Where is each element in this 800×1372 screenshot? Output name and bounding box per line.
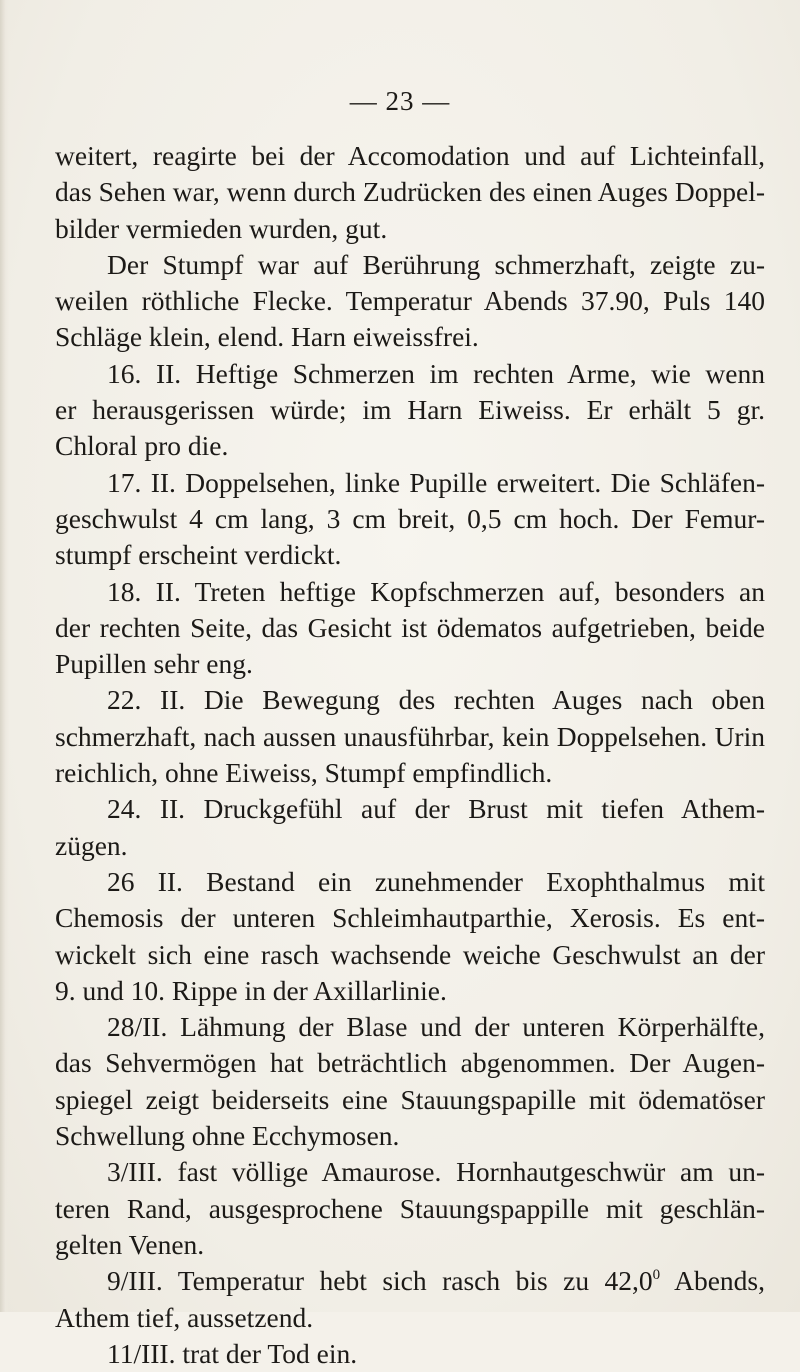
text-line: reichlich, ohne Eiweiss, Stumpf empfindlich. [55, 757, 553, 789]
text-line: das Sehvermögen hat beträchtlich abgenommen. Der Augen- [55, 1047, 765, 1079]
page-number: — 23 — [349, 86, 451, 116]
text-line: Chloral pro die. [55, 430, 229, 462]
text-line: 18. II. Treten heftige Kopfschmerzen auf, besonders an [107, 575, 765, 607]
text-line: schmerzhaft, nach aussen unausführbar, kein Doppelsehen. Urin [55, 720, 765, 752]
text-line: er herausgerissen würde; im Harn Eiweiss. Er erhält 5 gr. [55, 394, 765, 426]
text-line: 3/III. fast völlige Amaurose. Hornhautgeschwür am un- [107, 1156, 765, 1188]
text-line [55, 1263, 765, 1299]
text-line: stumpf erscheint verdickt. [55, 539, 342, 571]
text-line: weilen röthliche Flecke. Temperatur Abends 37.90, Puls 140 [55, 285, 765, 317]
text-line: Der Stumpf war auf Berührung schmerzhaft, zeigte zu- [107, 248, 765, 280]
degree-superscript: 0 [652, 1267, 661, 1284]
text-line: bilder vermieden wurden, gut. [55, 212, 388, 244]
text-line: weitert, reagirte bei der Accomodation und auf Lichteinfall, [55, 140, 765, 171]
text-line: 26 II. Bestand ein zunehmender Exophthalmus mit [107, 865, 765, 897]
text-line: das Sehen war, wenn durch Zudrücken des einen Auges Doppel- [55, 176, 765, 208]
page-binding-edge [0, 0, 9, 1312]
text-line: Pupillen sehr eng. [55, 648, 253, 680]
text-line: spiegel zeigt beiderseits eine Stauungspapille mit ödematöser [55, 1083, 765, 1115]
text-line: 17. II. Doppelsehen, linke Pupille erweitert. Die Schläfen- [107, 466, 765, 498]
text-line: 9. und 10. Rippe in der Axillarlinie. [55, 974, 447, 1006]
text-line: zügen. [55, 829, 128, 861]
text-fragment: Abends, [660, 1265, 766, 1297]
text-line: Schläge klein, elend. Harn eiweissfrei. [55, 321, 479, 353]
text-line: gelten Venen. [55, 1228, 205, 1260]
text-line: 28/II. Lähmung der Blase und der unteren Körperhälfte, [107, 1011, 765, 1043]
text-fragment: 9/III. Temperatur hebt sich rasch bis zu 42,0 [107, 1265, 653, 1297]
body-text [55, 138, 765, 1372]
text-line: der rechten Seite, das Gesicht ist ödematos aufgetrieben, beide [55, 611, 765, 643]
text-line: 22. II. Die Bewegung des rechten Auges nach oben [107, 684, 765, 716]
text-line: 16. II. Heftige Schmerzen im rechten Arme, wie wenn [107, 357, 765, 389]
text-line: Chemosis der unteren Schleimhautparthie, Xerosis. Es ent- [55, 902, 765, 934]
text-line: Schwellung ohne Ecchymosen. [55, 1120, 400, 1152]
text-line: 24. II. Druckgefühl auf der Brust mit tiefen Athem- [107, 793, 765, 825]
text-line: 11/III. trat der Tod ein. [107, 1337, 358, 1369]
text-line: teren Rand, ausgesprochene Stauungspappille mit geschlän- [55, 1192, 765, 1224]
text-line: Athem tief, aussetzend. [55, 1301, 314, 1333]
text-line: wickelt sich eine rasch wachsende weiche Geschwulst an der [55, 938, 765, 970]
text-line: geschwulst 4 cm lang, 3 cm breit, 0,5 cm hoch. Der Femur- [55, 502, 765, 534]
